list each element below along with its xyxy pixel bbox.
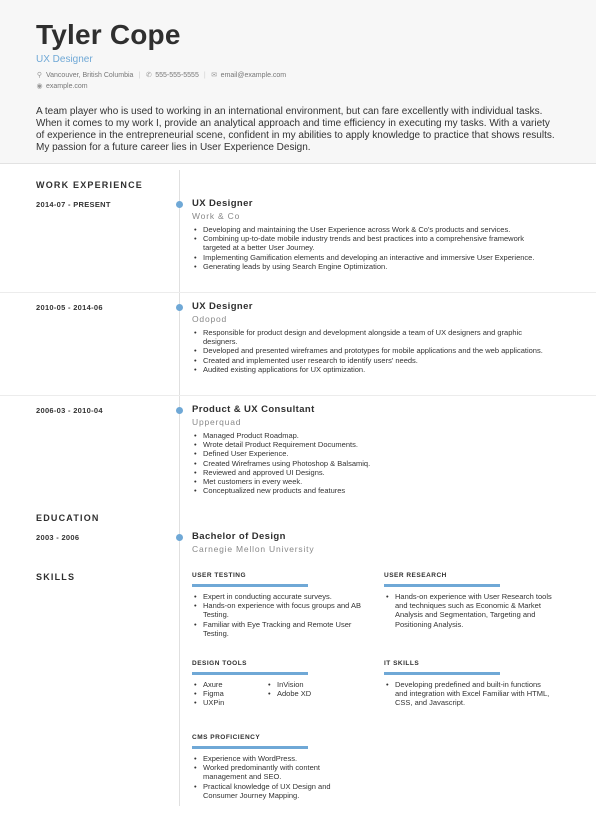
job-title: UX Designer <box>192 301 253 312</box>
skill-bar <box>192 746 308 749</box>
list-item: • Implementing Gamification elements and developing an interactive and immersive User Experience. <box>192 253 552 262</box>
list-item: • Combining up-to-date mobile industry trends and best practices into a comprehensive framework targeted at a better User Journey. <box>192 234 552 252</box>
skill-bar <box>384 584 500 587</box>
job-company: Upperquad <box>192 417 242 427</box>
job-company: Work & Co <box>192 211 241 221</box>
list-item: • Worked predominantly with content management and SEO. <box>192 763 362 781</box>
skill-title: USER TESTING <box>192 572 247 579</box>
timeline-dot <box>176 304 183 311</box>
list-item: • Familiar with Eye Tracking and Remote User Testing. <box>192 620 362 638</box>
section-divider <box>0 395 596 396</box>
job-title: UX Designer <box>192 198 253 209</box>
list-item: • Met customers in every week. <box>192 477 552 486</box>
skill-design-tools <box>192 660 362 708</box>
school-name: Carnegie Mellon University <box>192 544 315 554</box>
resume-header <box>0 0 596 164</box>
timeline-dot <box>176 201 183 208</box>
education-heading: EDUCATION <box>36 513 100 523</box>
job-date: 2006-03 - 2010-04 <box>36 406 103 415</box>
list-item: • Developed and presented wireframes and prototypes for mobile applications and the web applications. <box>192 346 552 355</box>
candidate-role: UX Designer <box>36 54 93 65</box>
phone-icon: ✆ <box>145 72 152 79</box>
job-company: Odopod <box>192 314 228 324</box>
phone-item <box>145 71 199 80</box>
list-item: • Created Wireframes using Photoshop & Balsamiq. <box>192 459 552 468</box>
skill-bullets <box>384 680 554 708</box>
design-tools-columns <box>192 675 362 708</box>
list-item: • UXPin <box>192 698 266 707</box>
skill-user-testing <box>192 572 362 638</box>
job-entry <box>192 404 552 495</box>
website-text[interactable]: example.com <box>46 83 88 90</box>
skill-bullets <box>384 592 554 629</box>
list-item: • Audited existing applications for UX optimization. <box>192 365 552 374</box>
list-item: • Figma <box>192 689 266 698</box>
email-item[interactable] <box>211 71 286 80</box>
skill-user-research <box>384 572 554 629</box>
skill-bullets <box>266 680 340 708</box>
skill-title: USER RESEARCH <box>384 572 447 579</box>
skill-title: DESIGN TOOLS <box>192 660 247 667</box>
skill-bullets <box>192 680 266 708</box>
job-bullets <box>192 328 552 374</box>
skills-heading: SKILLS <box>36 572 76 582</box>
job-entry <box>192 198 552 271</box>
email-text[interactable]: email@example.com <box>220 72 287 79</box>
list-item: • Conceptualized new products and features <box>192 486 552 495</box>
skill-bar <box>384 672 500 675</box>
job-title: Product & UX Consultant <box>192 404 315 415</box>
skill-it-skills <box>384 660 554 708</box>
list-item: • Reviewed and approved UI Designs. <box>192 468 552 477</box>
globe-icon: ◉ <box>36 83 43 90</box>
summary-paragraph: A team player who is used to working in an international environment, but can fare excellently with individual tasks. When it comes to my work I, provide an analytical approach and time efficiency in executing my tasks. With a variety of experience in the entrepreneurial scene, confident in my abilities to apply knowledge to practice that shows results. My passion for a future career lies in User Experience Design. <box>36 106 555 153</box>
job-bullets <box>192 431 552 495</box>
skill-title: CMS PROFICIENCY <box>192 734 261 741</box>
contact-info <box>36 71 286 80</box>
list-item: • Developing predefined and built-in functions and integration with Excel Familiar with HTML, CSS, and Javascript. <box>384 680 554 708</box>
education-date: 2003 - 2006 <box>36 533 80 542</box>
list-item: • Developing and maintaining the User Experience across Work & Co's products and services. <box>192 225 552 234</box>
job-bullets <box>192 225 552 271</box>
list-item: • Hands-on experience with User Research tools and techniques such as Economic & Market Analysis and Segmentation, Targeting and Positioning Analysis. <box>384 592 554 629</box>
timeline-dot <box>176 534 183 541</box>
list-item: • Wrote detail Product Requirement Documents. <box>192 440 552 449</box>
job-entry <box>192 301 552 374</box>
phone-text: 555-555-5555 <box>155 72 199 79</box>
skill-bar <box>192 584 308 587</box>
list-item: • Responsible for product design and development alongside a team of UX designers and graphic designers. <box>192 328 552 346</box>
list-item: • Generating leads by using Search Engine Optimization. <box>192 262 552 271</box>
list-item: • Created and implemented user research to identify users' needs. <box>192 356 552 365</box>
contact-divider: | <box>203 72 206 79</box>
skill-bullets <box>192 592 362 638</box>
location-item <box>36 71 133 80</box>
list-item: • Adobe XD <box>266 689 340 698</box>
list-item: • Hands-on experience with focus groups and AB Testing. <box>192 601 362 619</box>
skill-cms-proficiency <box>192 734 362 800</box>
list-item: • InVision <box>266 680 340 689</box>
skill-title: IT SKILLS <box>384 660 420 667</box>
list-item: • Expert in conducting accurate surveys. <box>192 592 362 601</box>
timeline-line <box>179 170 180 806</box>
list-item: • Managed Product Roadmap. <box>192 431 552 440</box>
degree-title: Bachelor of Design <box>192 531 286 542</box>
mail-icon: ✉ <box>211 72 218 79</box>
list-item: • Axure <box>192 680 266 689</box>
job-date: 2014-07 - PRESENT <box>36 200 111 209</box>
candidate-name: Tyler Cope <box>36 19 181 50</box>
list-item: • Experience with WordPress. <box>192 754 362 763</box>
location-text: Vancouver, British Columbia <box>46 72 134 79</box>
education-entry <box>192 531 552 555</box>
website-item[interactable] <box>36 82 88 91</box>
location-pin-icon: ⚲ <box>36 72 43 79</box>
timeline-dot <box>176 407 183 414</box>
list-item: • Defined User Experience. <box>192 449 552 458</box>
job-date: 2010-05 - 2014-06 <box>36 303 103 312</box>
work-experience-heading: WORK EXPERIENCE <box>36 180 144 190</box>
skill-bullets <box>192 754 362 800</box>
list-item: • Practical knowledge of UX Design and Consumer Journey Mapping. <box>192 782 362 800</box>
section-divider <box>0 292 596 293</box>
contact-divider: | <box>138 72 141 79</box>
